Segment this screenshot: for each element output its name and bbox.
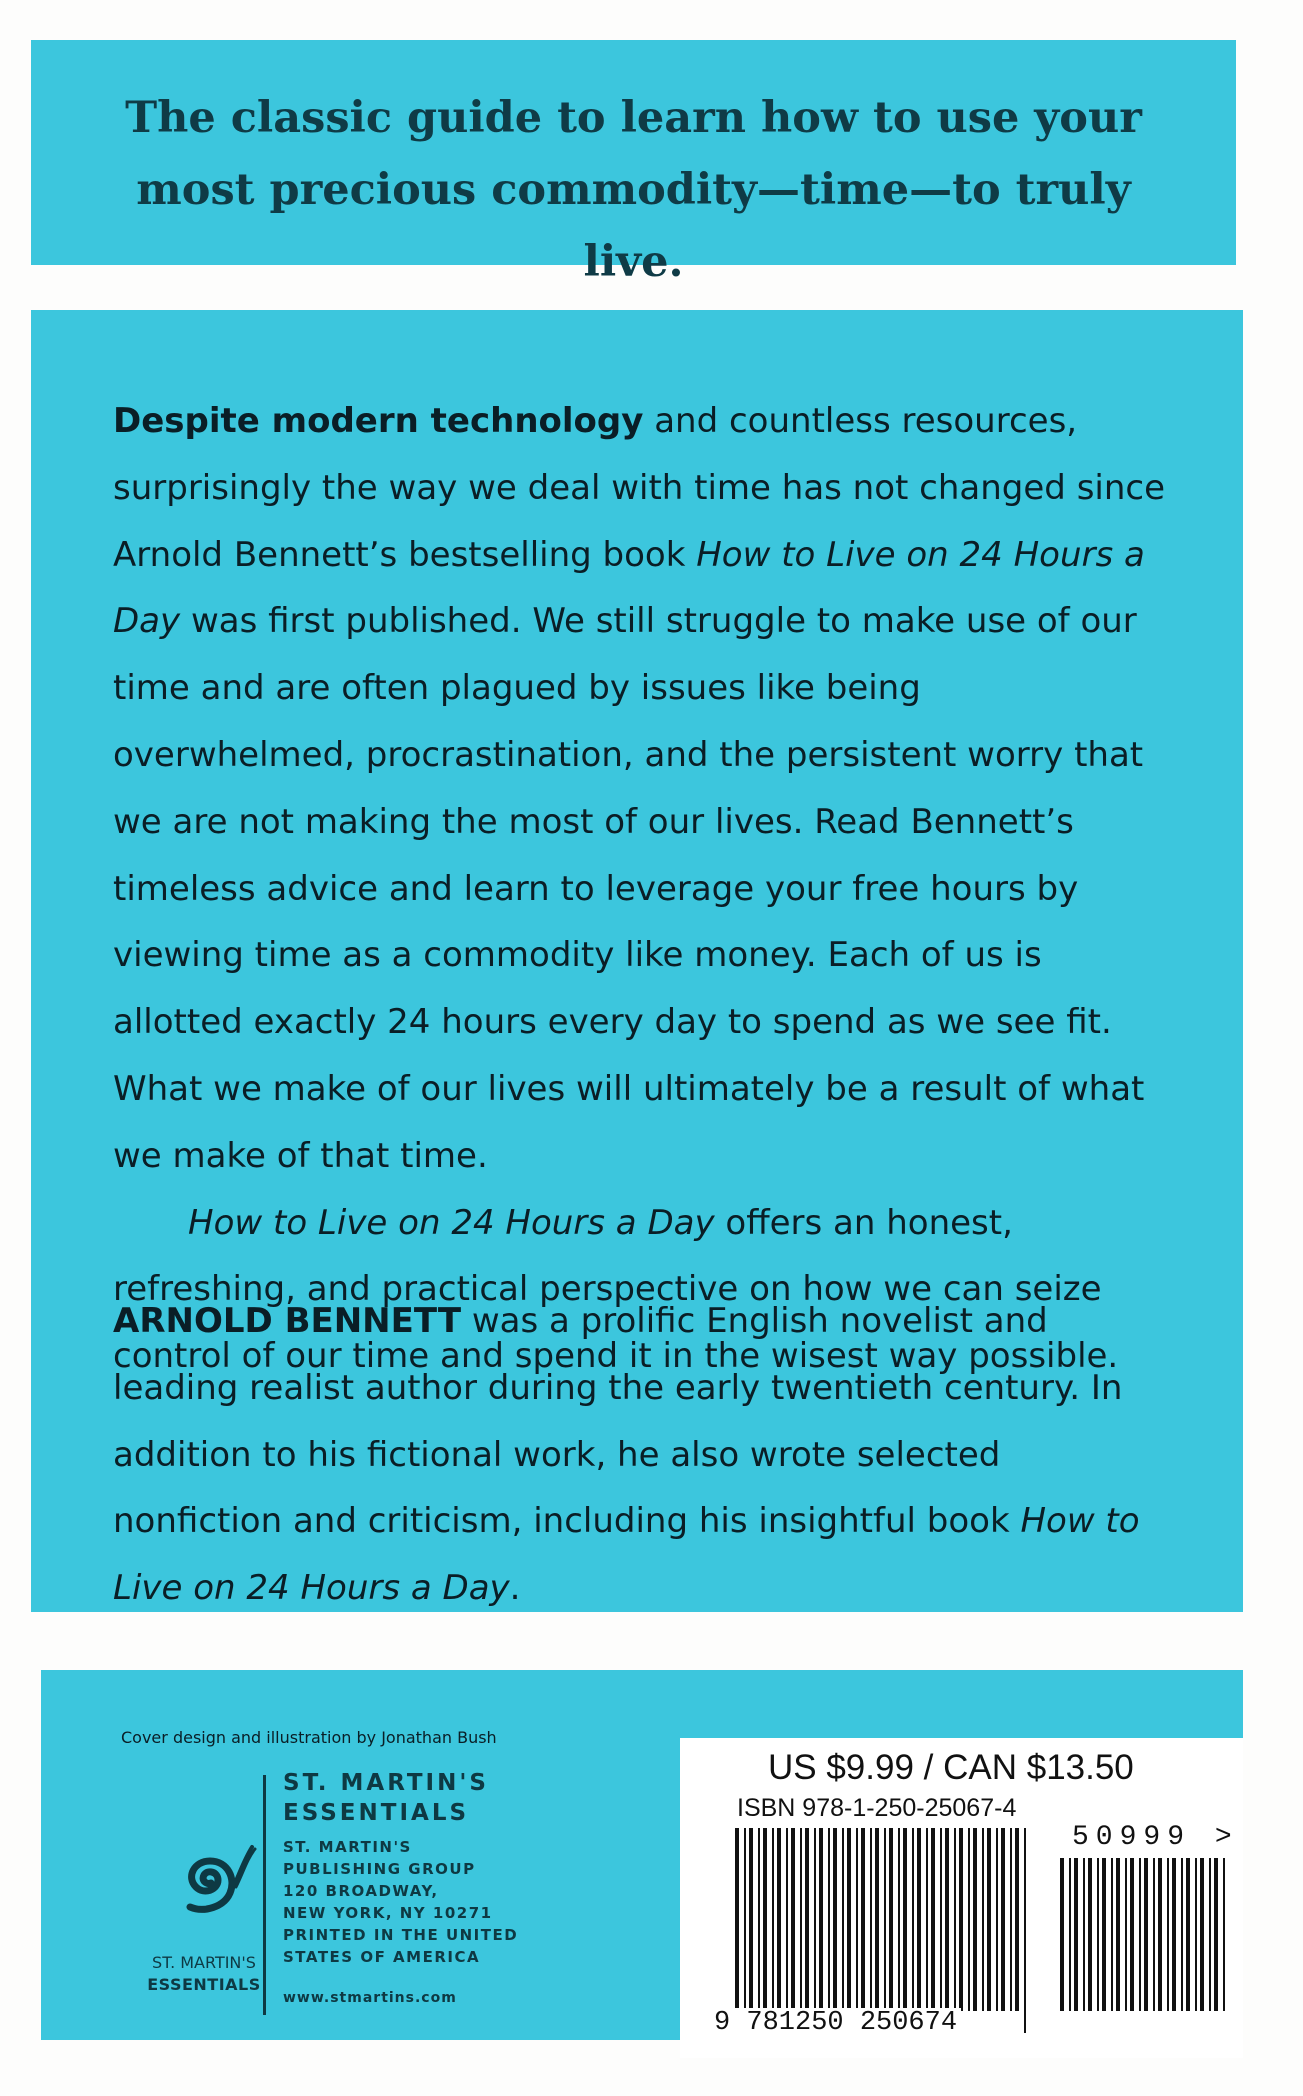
book-title: How to Live on 24 Hours a Day bbox=[113, 534, 1145, 642]
barcode-bar bbox=[926, 1828, 928, 2011]
barcode-bar bbox=[1024, 1828, 1026, 2033]
barcode-bar bbox=[1172, 1858, 1176, 2011]
barcode-bar bbox=[1125, 1858, 1127, 2011]
barcode-bar bbox=[1167, 1858, 1169, 2011]
barcode-bar bbox=[1186, 1858, 1190, 2011]
barcode-bar bbox=[777, 1828, 781, 2011]
barcode-bar bbox=[884, 1828, 886, 2033]
barcode-bar bbox=[847, 1828, 851, 2011]
barcode-bar bbox=[996, 1828, 998, 2011]
barcode-bar bbox=[1158, 1858, 1162, 2011]
barcode-bar bbox=[973, 1828, 977, 2011]
barcode-bar bbox=[833, 1828, 837, 2011]
addon-digits: 50999 > bbox=[1072, 1822, 1239, 1853]
barcode-bar bbox=[987, 1828, 991, 2011]
publisher-address bbox=[283, 1836, 518, 1968]
barcode-bar bbox=[791, 1828, 795, 2011]
barcode-bar bbox=[982, 1828, 984, 2011]
barcode-bar bbox=[1223, 1858, 1225, 2011]
barcode-bar bbox=[758, 1828, 760, 2011]
barcode-bar bbox=[819, 1828, 823, 2011]
barcode-bar bbox=[1116, 1858, 1120, 2011]
barcode-bar bbox=[828, 1828, 830, 2011]
barcode-bar bbox=[875, 1828, 879, 2011]
barcode-bar bbox=[1074, 1858, 1078, 2011]
divider bbox=[263, 1775, 266, 2015]
cover-credit: Cover design and illustration by Jonathan Bush bbox=[121, 1728, 497, 1747]
bio-paragraph bbox=[113, 1288, 1173, 1622]
barcode-bar bbox=[968, 1828, 970, 2011]
barcode-bar bbox=[744, 1828, 746, 2033]
barcode-bar bbox=[1083, 1858, 1085, 2011]
barcode-bar bbox=[870, 1828, 872, 2011]
barcode-bar bbox=[861, 1828, 865, 2011]
barcode-bar bbox=[1130, 1858, 1134, 2011]
imprint-name bbox=[283, 1768, 518, 1828]
author-bio bbox=[113, 1288, 1173, 1622]
address-line: ST. MARTIN'S bbox=[283, 1838, 412, 1856]
barcode-bar bbox=[1102, 1858, 1106, 2011]
barcode-bar bbox=[1181, 1858, 1183, 2011]
barcode-bar bbox=[1088, 1858, 1092, 2011]
barcode-bar bbox=[1209, 1858, 1211, 2011]
barcode-bar bbox=[1010, 1828, 1012, 2011]
barcode-bar bbox=[959, 1828, 963, 2011]
barcode-bar bbox=[1195, 1858, 1197, 2011]
barcode-bar bbox=[735, 1828, 739, 2033]
bio-text: was a prolific English novelist and leading realist author during the early twentieth century. In addition to his fictional work, he also wrote selected nonfiction and criticism, including his insightful book bbox=[113, 1301, 1123, 1542]
barcode-bar bbox=[1144, 1858, 1148, 2011]
barcode-bar bbox=[1153, 1858, 1155, 2011]
price: US $9.99 / CAN $13.50 bbox=[768, 1748, 1134, 1787]
description-lead: Despite modern technology bbox=[113, 401, 644, 441]
book-description bbox=[113, 388, 1173, 1390]
address-line: STATES OF AMERICA bbox=[283, 1948, 481, 1966]
description-text: offers an honest, refreshing, and practical perspective on how we can seize control of our time and spend it in the wisest way possible. bbox=[113, 1202, 1119, 1377]
barcode-bar bbox=[903, 1828, 907, 2011]
barcode-bar bbox=[1060, 1858, 1064, 2011]
barcode-bar bbox=[842, 1828, 844, 2011]
tagline: The classic guide to learn how to use your most precious commodity—time—to truly live. bbox=[125, 93, 1142, 287]
barcode-bar bbox=[945, 1828, 949, 2011]
address-line: NEW YORK, NY 10271 bbox=[283, 1904, 493, 1922]
barcode-bar bbox=[800, 1828, 802, 2011]
barcode-bar bbox=[1139, 1858, 1141, 2011]
barcode-bar bbox=[889, 1828, 893, 2011]
isbn: ISBN 978-1-250-25067-4 bbox=[737, 1794, 1017, 1822]
description-text: was first published. We still struggle to make use of our time and are often plagued by issues like being overwhelmed, procrastination, and the persistent worry that we are not making the most of our lives. Read Bennett’s timeless advice and learn to leverage your free hours by viewing time as a commodity like money. Each of us is allotted exactly 24 hours every day to spend as we see fit. What we make of our lives will ultimately be a result of what we make of that time. bbox=[113, 601, 1145, 1176]
barcode-bars bbox=[735, 1828, 1031, 2033]
imprint-name-line: ESSENTIALS bbox=[283, 1800, 470, 1826]
address-line: PUBLISHING GROUP bbox=[283, 1860, 476, 1878]
author-name: ARNOLD BENNETT bbox=[113, 1301, 462, 1341]
barcode-box bbox=[680, 1738, 1243, 2058]
imprint-name-line: ST. MARTIN'S bbox=[283, 1770, 489, 1796]
barcode-bar bbox=[931, 1828, 935, 2011]
barcode-bar bbox=[917, 1828, 921, 2011]
barcode-bar bbox=[805, 1828, 809, 2011]
barcode-bar bbox=[954, 1828, 956, 2011]
barcode-bar bbox=[786, 1828, 788, 2011]
book-title: How to Live on 24 Hours a Day bbox=[113, 1501, 1140, 1609]
bio-text: . bbox=[509, 1568, 521, 1609]
barcode-bar bbox=[1111, 1858, 1113, 2011]
addon-barcode-bars bbox=[1060, 1858, 1230, 2033]
barcode-bar bbox=[1097, 1858, 1099, 2011]
barcode-bar bbox=[1069, 1858, 1071, 2011]
book-title: How to Live on 24 Hours a Day bbox=[188, 1202, 715, 1243]
barcode-bar bbox=[1200, 1858, 1204, 2011]
description-paragraph-1 bbox=[113, 388, 1173, 1190]
barcode-bar bbox=[856, 1828, 858, 2011]
barcode-bar bbox=[763, 1828, 767, 2011]
description-panel bbox=[31, 310, 1243, 1612]
imprint-block bbox=[283, 1768, 519, 2006]
barcode-bar bbox=[772, 1828, 774, 2011]
address-line: 120 BROADWAY, bbox=[283, 1882, 439, 1900]
ean-digits: 9 781250 250674 bbox=[710, 2008, 961, 2038]
logo-text: ESSENTIALS bbox=[147, 1975, 261, 1994]
description-text: and countless resources, surprisingly the way we deal with time has not changed since Arnold Bennett’s bestselling book bbox=[113, 401, 1166, 575]
barcode-bar bbox=[912, 1828, 914, 2011]
publisher-url: www.stmartins.com bbox=[283, 1990, 457, 2006]
barcode-bar bbox=[814, 1828, 816, 2011]
spiral-logo-icon bbox=[157, 1813, 257, 1943]
barcode-bar bbox=[1214, 1858, 1218, 2011]
barcode-bar bbox=[940, 1828, 942, 2011]
barcode-bar bbox=[1001, 1828, 1005, 2011]
publisher-logo bbox=[109, 1785, 299, 2015]
tagline-panel bbox=[31, 40, 1236, 287]
barcode-bar bbox=[749, 1828, 753, 2011]
barcode-bar bbox=[1015, 1828, 1019, 2011]
address-line: PRINTED IN THE UNITED bbox=[283, 1926, 519, 1944]
barcode-bar bbox=[898, 1828, 900, 2011]
logo-text: ST. MARTIN'S bbox=[152, 1953, 256, 1972]
